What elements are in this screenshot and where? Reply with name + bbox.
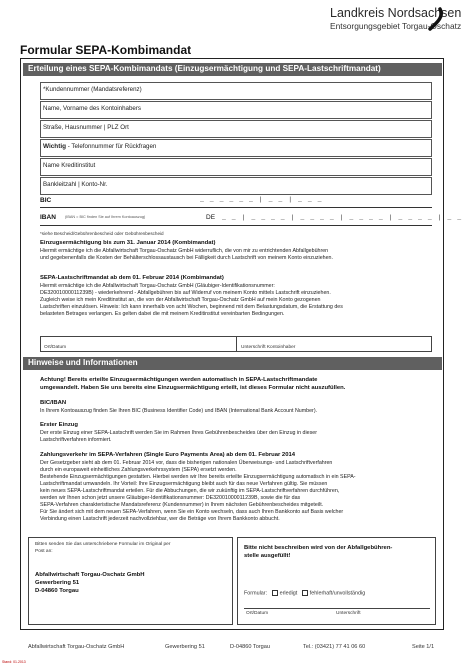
- address-field[interactable]: [40, 120, 432, 138]
- bank-code-account-field[interactable]: [40, 177, 432, 195]
- account-holder-label: Name, Vorname des Kontoinhabers: [43, 105, 142, 112]
- office-sig-label: Unterschrift: [336, 611, 361, 616]
- bank-name-field[interactable]: [40, 158, 432, 176]
- payment-text-7: SEPA-Verfahren charakteristische Mandatsreferenz (Kundennummer) in Ihrem nächsten Gebührenbescheides mitgeteilt.: [40, 502, 324, 508]
- bank-name-label: Name Kreditinstitut: [43, 162, 96, 169]
- org-name: Landkreis Nordsachsen: [330, 6, 462, 20]
- done-checkbox[interactable]: [272, 590, 278, 596]
- phone-label: - Telefonnummer für Rückfragen: [67, 143, 157, 150]
- bic-input-boxes[interactable]: _ _ _ _ _ _ | _ _ | _ _ _: [200, 196, 323, 203]
- bic-iban-text: In Ihrem Kontoauszug finden Sie Ihren BIC (Business Identifier Code) und IBAN (International Bank Account Number).: [40, 408, 318, 414]
- payment-text-9: Verbindung einen Lastschrift jederzeit nachvollziehbar, wer die Beträge von Ihrem Bankkonto abbucht.: [40, 516, 280, 522]
- iban-country-prefix: DE: [206, 214, 216, 221]
- form-title: Formular SEPA-Kombimandat: [20, 43, 192, 57]
- footer-phone: Tel.: (03421) 77 41 06 60: [303, 644, 366, 650]
- payment-text-1: Der Gesetzgeber sieht ab dem 01. Februar 2014 vor, dass die bisherigen nationalen Überweisungs- und Lastschriftverfahren: [40, 460, 333, 466]
- incomplete-checkbox[interactable]: [302, 590, 308, 596]
- footer-page: Seite 1/1: [412, 644, 435, 650]
- sig-owner-label: Unterschrift Kontoinhaber: [241, 345, 296, 350]
- sepa-mandate-text-4: Lastschriften einzulösen. Hinweis: Ich kann innerhalb von acht Wochen, beginnend mit dem Belastungsdatum, die Erstattung des: [40, 304, 343, 310]
- iban-input-boxes[interactable]: _ _ | _ _ _ _ | _ _ _ _ | _ _ _ _ | _ _ _ _ | _ _: [222, 214, 463, 221]
- payment-text-4: Lastschriftmandat umwandeln. Ihr Vorteil: Ihre Einzugsermächtigung bleibt auch für das neue Verfahren gültig. Sie müssen: [40, 481, 328, 487]
- direct-debit-text-1: Hiermit ermächtige ich die Abfallwirtschaft Torgau-Oschatz GmbH widerruflich, die von mir zu entrichtenden Abfallgebühren: [40, 248, 329, 254]
- sepa-mandate-text-5: belasteten Betrages verlangen. Es gelten dabei die mit meinem Kreditinstitut vereinbarten Bedingungen.: [40, 311, 285, 317]
- attention-text-1: Achtung! Bereits erteilte Einzugsermächtigungen werden automatisch in SEPA-Lastschriftmandate: [40, 377, 318, 383]
- office-sig-line: [244, 608, 430, 609]
- office-date-label: Ort/Datum: [246, 611, 269, 616]
- payment-text-2: durch ein europaweit einheitliches Zahlungsverkehrssystem (SEPA) ersetzt werden.: [40, 467, 237, 473]
- phone-field[interactable]: [40, 139, 432, 157]
- footer-street: Gewerbering 51: [165, 644, 205, 650]
- signature-divider: [236, 337, 237, 351]
- district-logo-icon: [424, 6, 450, 32]
- form-status-row: [244, 590, 365, 596]
- payment-text-6: werden wir Ihnen schon jetzt unsere Gläubiger-Identifikationsnummer: DE32001000011239B, sowie die für das: [40, 495, 301, 501]
- org-subtitle: Entsorgungsgebiet Torgau-Oschatz: [330, 21, 462, 31]
- mailing-note-2: Post an:: [35, 549, 53, 554]
- customer-number-field[interactable]: [40, 82, 432, 100]
- address-label: Straße, Hausnummer | PLZ Ort: [43, 124, 129, 131]
- account-holder-field[interactable]: [40, 101, 432, 119]
- bic-iban-heading: BIC/IBAN: [40, 400, 67, 406]
- iban-hint: (IBAN = BIC finden Sie auf Ihrem Kontoauszug): [65, 215, 146, 219]
- section-bar-mandate: Erteilung eines SEPA-Kombimandats (Einzugsermächtigung und SEPA-Lastschriftmandat): [23, 63, 442, 76]
- incomplete-label: fehlerhaft/unvollständig: [309, 590, 366, 597]
- office-use-heading-2: stelle ausgefüllt!: [244, 553, 291, 559]
- footer-company: Abfallwirtschaft Torgau-Oschatz GmbH: [28, 644, 125, 650]
- sepa-mandate-text-3: Zugleich weise ich mein Kreditinstitut an, die von der Abfallwirtschaft Torgau-Oschatz GmbH auf mein Konto gezogenen: [40, 297, 321, 303]
- address-name: Abfallwirtschaft Torgau-Oschatz GmbH: [35, 572, 145, 578]
- office-use-box: [237, 537, 436, 625]
- phone-important-label: Wichtig: [43, 143, 67, 150]
- bic-label: BIC: [40, 197, 52, 204]
- version-stamp: Stand: 01.2013: [2, 660, 26, 664]
- customer-number-label: *Kundennummer (Mandatsreferenz): [43, 86, 142, 93]
- mailing-address-box: [28, 537, 233, 625]
- signature-box[interactable]: [40, 336, 432, 352]
- address-street: Gewerbering 51: [35, 580, 80, 586]
- first-debit-text-2: Lastschriftverfahren informiert.: [40, 437, 112, 443]
- iban-label: IBAN: [40, 214, 56, 221]
- sepa-mandate-text-2: DE32001000011239B) - wiederkehrend - Abfallgebühren bis auf Widerruf von meinem Konto mittels Lastschrift einzuziehen.: [40, 290, 331, 296]
- first-debit-heading: Erster Einzug: [40, 422, 78, 428]
- bank-code-account-label: Bankleitzahl | Konto-Nr.: [43, 181, 108, 188]
- section-bar-info: Hinweise und Informationen: [23, 357, 442, 370]
- address-city: D-04860 Torgau: [35, 588, 79, 594]
- sig-date-label: Ort/Datum: [44, 345, 67, 350]
- mailing-note-1: Bitten senden Sie das unterschriebene Formular im Original per: [35, 542, 171, 547]
- footnote: *siehe Bescheid/Gebührenbescheid oder Gebührenbescheid: [40, 231, 164, 236]
- first-debit-text-1: Der erste Einzug einer SEPA-Lastschrift werden Sie im Rahmen Ihres Gebührenbescheides über den Einzug in dieser: [40, 430, 317, 436]
- attention-text-2: umgewandelt. Haben Sie uns bereits eine Einzugsermächtigung erteilt, ist dieses Formular nicht auszufüllen.: [40, 385, 346, 391]
- sepa-mandate-heading: SEPA-Lastschriftmandat ab dem 01. Februar 2014 (Kombimandat): [40, 275, 224, 281]
- direct-debit-heading: Einzugsermächtigung bis zum 31. Januar 2014 (Kombimandat): [40, 240, 216, 246]
- iban-underline: [40, 225, 432, 226]
- payment-text-5: kein neues SEPA-Lastschriftmandat erteilen. Für die Abbuchungen, die wir zukünftig im SEPA-Lastschriftverfahren durchführen,: [40, 488, 340, 494]
- payment-text-3: Bestehende Einzugsermächtigungen gestatten. Hierbei werden wir Ihre bereits erteilte Einzugsermächtigung automatisch in ein SEPA-: [40, 474, 356, 480]
- payment-heading: Zahlungsverkehr im SEPA-Verfahren (Single Euro Payments Area) ab dem 01. Februar 2014: [40, 452, 296, 458]
- form-status-label: Formular:: [244, 590, 268, 597]
- direct-debit-text-2: und gegebenenfalls die Kosten der Behälterschlossaustausch bei Fälligkeit durch Lastschrift von meinem Konto einzuziehen.: [40, 255, 333, 261]
- bic-underline: [40, 207, 432, 208]
- payment-text-8: Für Sie ändert sich mit dem neuen SEPA-Verfahren, wenn Sie ein Konto wechseln, dass auch Ihren Bankkonto auf Basis welcher: [40, 509, 344, 515]
- sepa-mandate-text-1: Hiermit ermächtige ich die Abfallwirtschaft Torgau-Oschatz GmbH (Gläubiger-Identifikationsnummer:: [40, 283, 275, 289]
- done-label: erledigt: [279, 590, 298, 597]
- footer-city: D-04860 Torgau: [230, 644, 271, 650]
- office-use-heading-1: Bitte nicht beschreiben wird von der Abfallgebühren-: [244, 545, 393, 551]
